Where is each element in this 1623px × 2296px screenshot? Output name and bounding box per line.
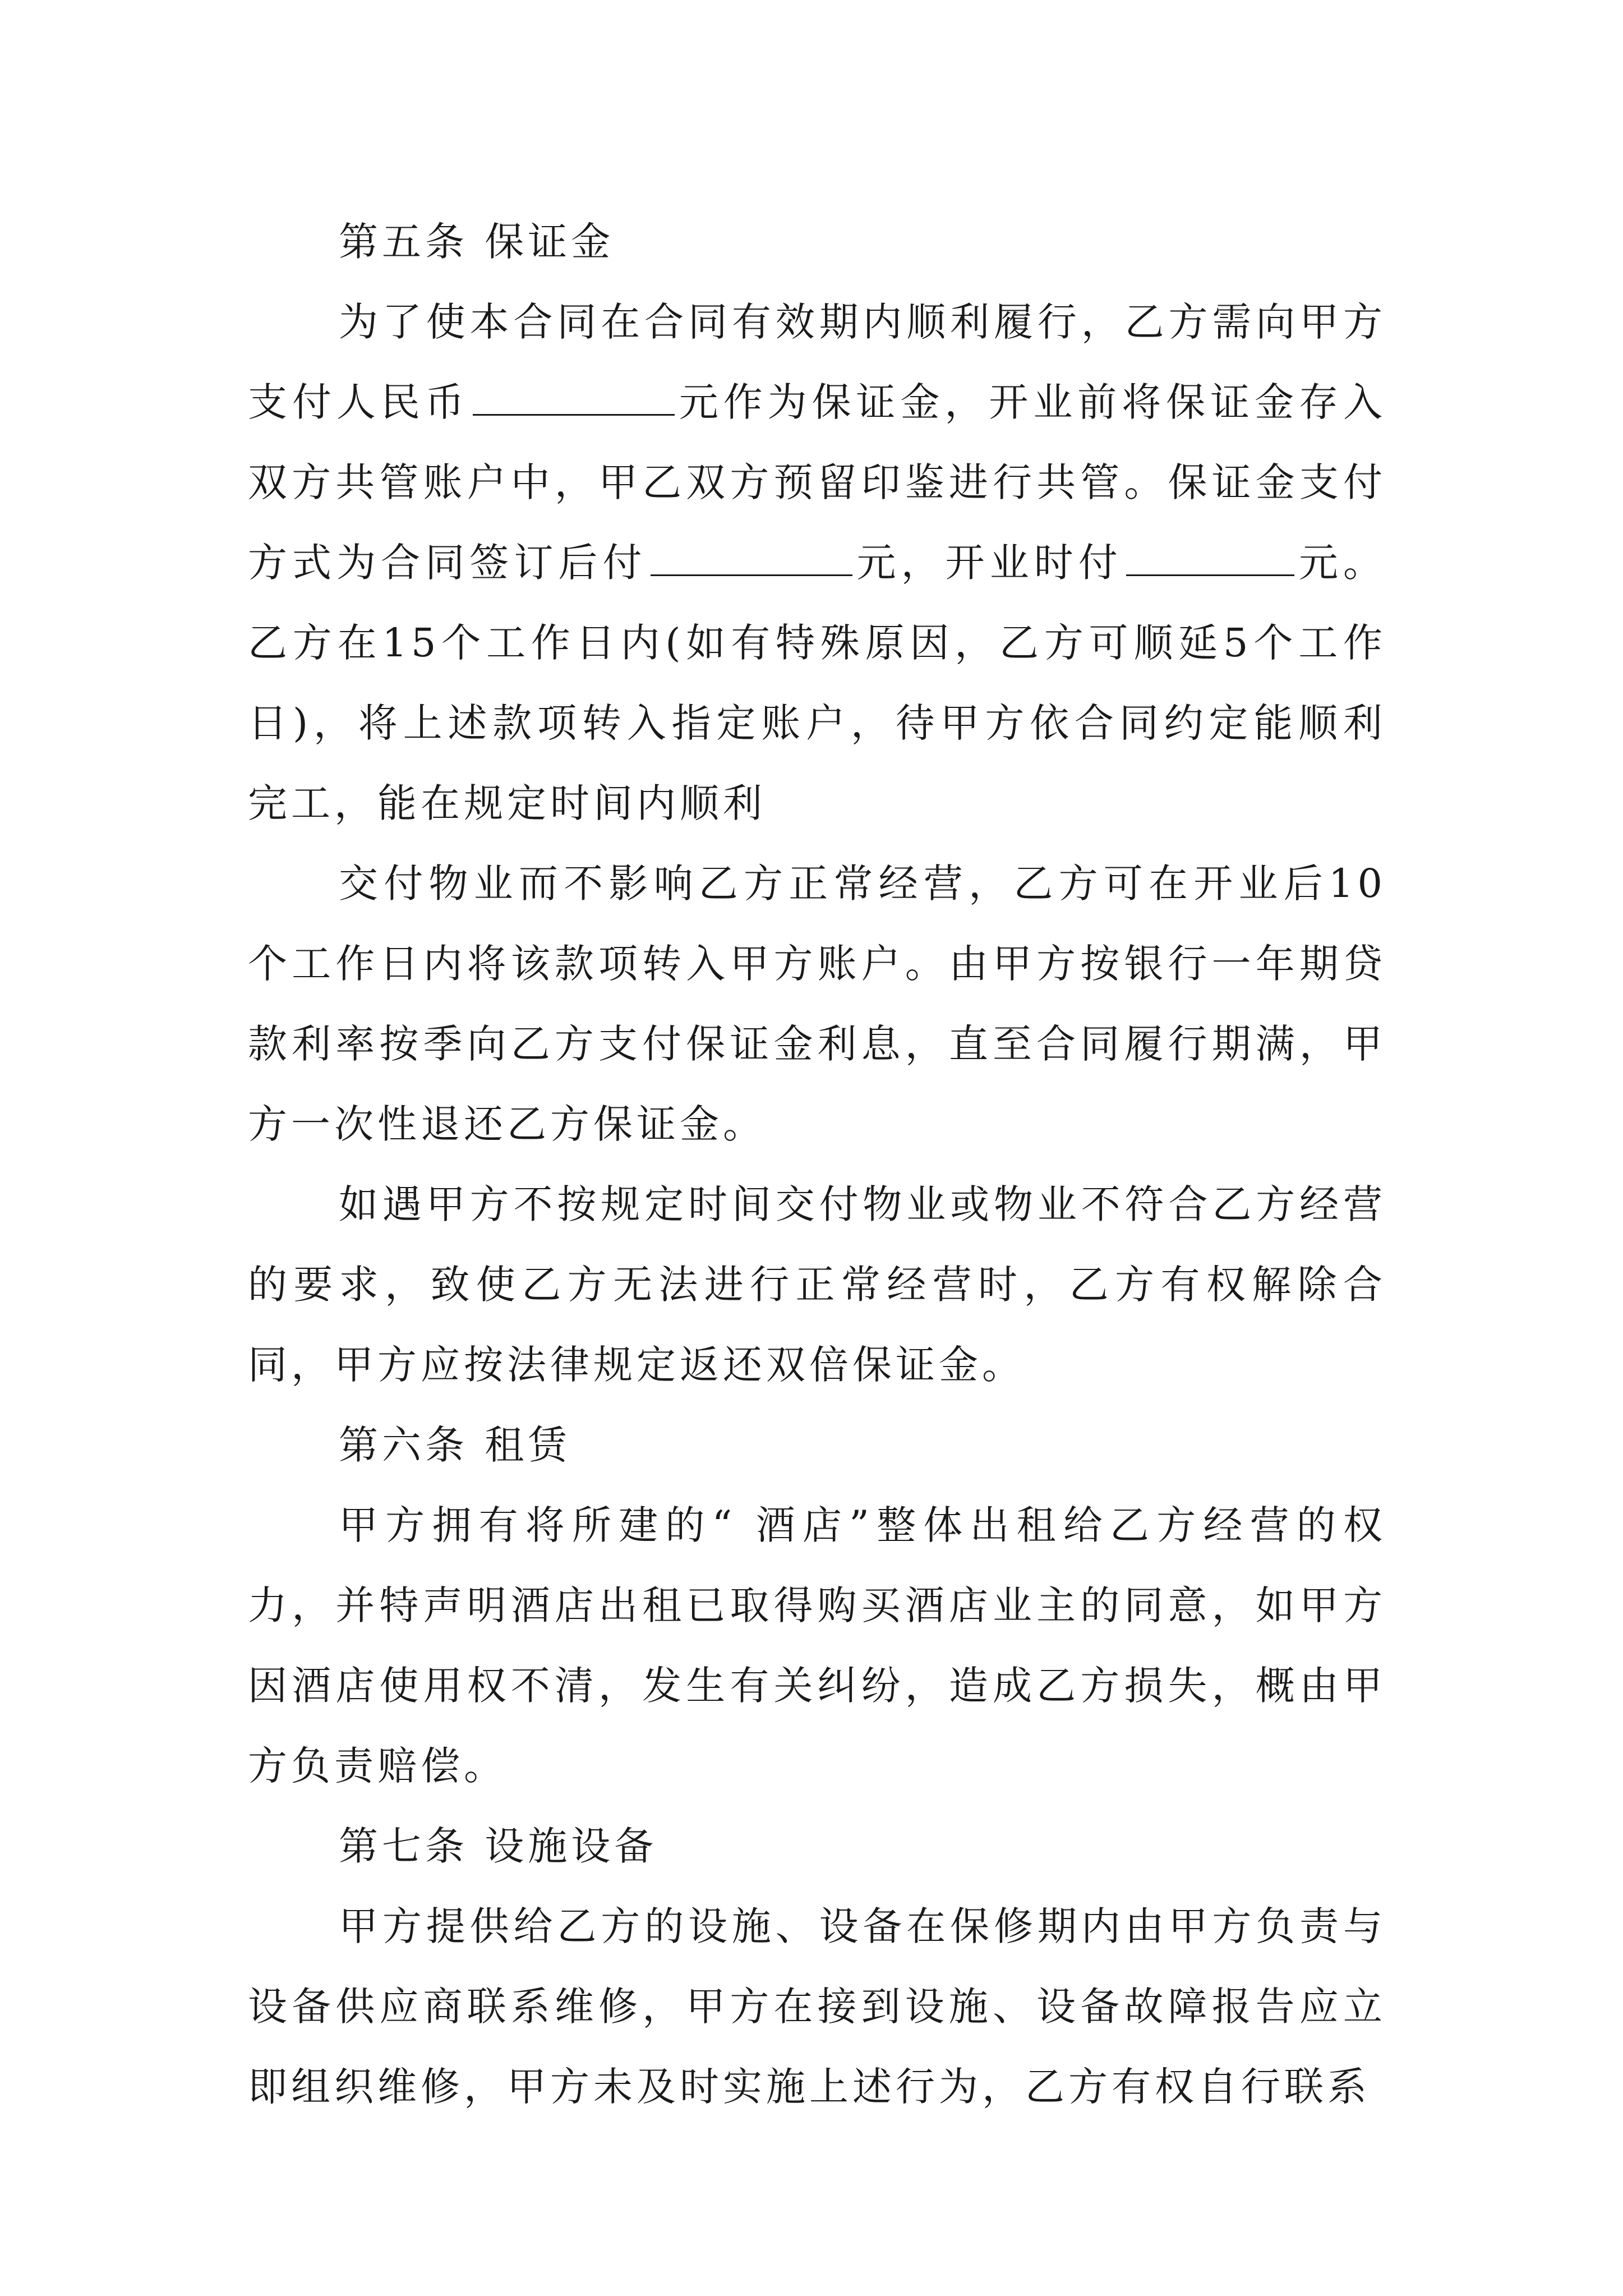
article-6-paragraph-1: 甲方拥有将所建的“ 酒店”整体出租给乙方经营的权力，并特声明酒店出租已取得购买酒店业主的同意，如甲方因酒店使用权不清，发生有关纠纷，造成乙方损失，概由甲方负责赔偿。: [248, 1502, 1386, 1789]
article-7-heading: 第七条 设施设备: [339, 1823, 658, 1869]
article-5-paragraph-1: [248, 282, 1386, 844]
deposit-amount-blank: [473, 413, 675, 416]
article-5-text-c: 元，开业时付: [855, 540, 1123, 586]
article-5-heading: 第五条 保证金: [339, 219, 615, 265]
opening-payment-blank: [1126, 573, 1294, 576]
article-5-paragraph-3: 如遇甲方不按规定时间交付物业或物业不符合乙方经营的要求，致使乙方无法进行正常经营时，乙方有权解除合同，甲方应按法律规定返还双倍保证金。: [248, 1181, 1386, 1388]
article-6-heading: 第六条 租赁: [339, 1422, 571, 1468]
article-5-text-a: 为了使本合同在合同有效期内顺利履行，乙方需向甲方支付人民币: [248, 299, 1386, 425]
document-body: [248, 202, 1386, 2127]
article-7-paragraph-1: 甲方提供给乙方的设施、设备在保修期内由甲方负责与设备供应商联系维修，甲方在接到设施、设备故障报告应立即组织维修，甲方未及时实施上述行为，乙方有权自行联系: [248, 1903, 1386, 2110]
article-5-text-d: 元。乙方在15个工作日内(如有特殊原因，乙方可顺延5个工作日)，将上述款项转入指定账户，待甲方依合同约定能顺利完工，能在规定时间内顺利: [248, 540, 1387, 826]
signing-payment-blank: [651, 573, 852, 576]
article-5-paragraph-2: 交付物业而不影响乙方正常经营，乙方可在开业后10个工作日内将该款项转入甲方账户。由甲方按银行一年期贷款利率按季向乙方支付保证金利息，直至合同履行期满，甲方一次性退还乙方保证金。: [248, 861, 1386, 1147]
article-5-text-b: 元作为保证金，开业前将保证金存入双方共管账户中，甲乙双方预留印鉴进行共管。保证金支付方式为合同签订后付: [248, 379, 1387, 586]
